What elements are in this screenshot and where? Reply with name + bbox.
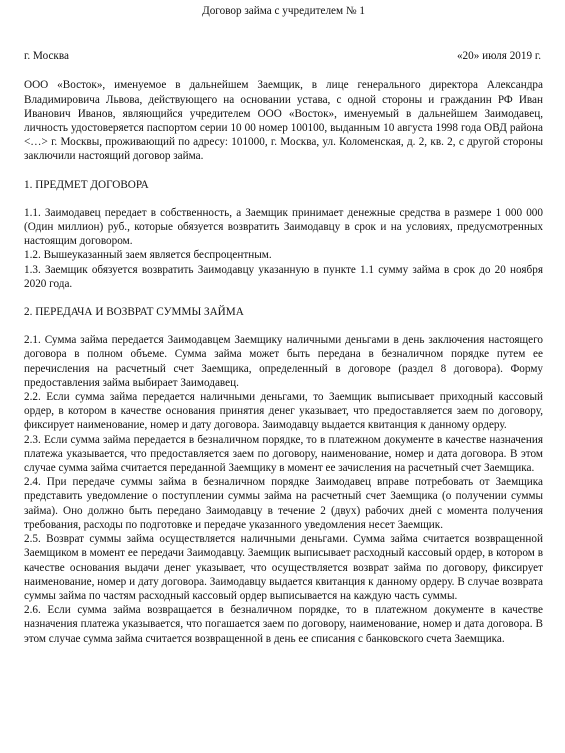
clause: 2.4. При передаче суммы займа в безналичном порядке Заимодавец вправе потребовать от Заемщика представить уведомление о поступлении суммы займа на расчетный счет Заемщика (о получении суммы займа). Оно должно быть передано Заимодавцу в течение 2 (двух) рабочих дней с момента получения требования, расходы по подготовке и передаче указанного уведомления несет Заемщик. — [24, 476, 543, 531]
preamble-paragraph: ООО «Восток», именуемое в дальнейшем Заемщик, в лице генерального директора Александра Владимировича Львова, действующего на основании устава, с одной стороны и гражданин РФ Иван Иванович Иванов, являющийся учредителем ООО «Восток», именуемый в дальнейшем Заимодавец, личность удостоверяется паспортом серии 10 00 номер 100100, выданным 10 августа 1998 года ОВД района <…> г. Москвы, проживающий по адресу: 101000, г. Москва, ул. Коломенская, д. 2, кв. 2, с другой стороны заключили настоящий договор займа. — [24, 79, 543, 163]
contract-city: г. Москва — [24, 50, 69, 63]
clause: 1.2. Вышеуказанный заем является беспроцентным. — [24, 249, 272, 262]
document-title: Договор займа с учредителем № 1 — [202, 5, 365, 17]
section-1 — [24, 178, 543, 291]
contract-date: «20» июля 2019 г. — [456, 50, 541, 63]
section-2 — [24, 305, 543, 646]
clause: 2.5. Возврат суммы займа осуществляется наличными деньгами. Сумма займа считается возвращенной Заемщиком в момент ее передачи Заимодавцу. Заемщик выписывает расходный кассовый ордер, в котором в качестве основания выдачи денег указывает, что осуществляется возврат займа по договору, фиксирует наименование, номер и дату договора. Заимодавцу выдается квитанция к данному ордеру. В случае возврата суммы займа по частям расходный кассовый ордер выписывается на каждую часть суммы. — [24, 533, 543, 602]
clause: 1.1. Заимодавец передает в собственность, а Заемщик принимает денежные средства в размере 1 000 000 (Один миллион) руб., которые обязуется возвратить Заимодавцу в срок и на условиях, предусмотренных настоящим договором. — [24, 206, 543, 248]
clause: 2.1. Сумма займа передается Заимодавцем Заемщику наличными деньгами в день заключения настоящего договора в полном объеме. Сумма займа может быть передана в безналичном порядке путем ее перечисления на расчетный счет Заемщика, определенный в договоре (раздел 8 договора). Форму предоставления займа выбирает Заимодавец. — [24, 334, 543, 389]
clause: 2.2. Если сумма займа передается наличными деньгами, то Заемщик выписывает приходный кассовый ордер, в котором в качестве основания принятия денег указывает, что предоставляется заем по договору, фиксирует наименование, номер и дату договора. Заимодавцу выдается квитанция к данному ордеру. — [24, 391, 543, 432]
section-title: 2. ПЕРЕДАЧА И ВОЗВРАТ СУММЫ ЗАЙМА — [24, 306, 244, 319]
clause: 2.3. Если сумма займа передается в безналичном порядке, то в платежном документе в качестве назначения платежа указывается, что предоставляется заем по договору, наименование, номер и дата договора. В этом случае сумма займа считается переданной Заемщику в момент ее зачисления на расчетный счет Заемщика. — [24, 433, 543, 475]
section-title: 1. ПРЕДМЕТ ДОГОВОРА — [24, 178, 149, 191]
clause: 1.3. Заемщик обязуется возвратить Заимодавцу указанную в пункте 1.1 сумму займа в срок до 20 ноября 2020 года. — [24, 263, 543, 290]
clause: 2.6. Если сумма займа возвращается в безналичном порядке, то в платежном документе в качестве назначения платежа указывается, что погашается заем по договору, наименование, номер и дата договора. В этом случае сумма займа считается возвращенной в день ее списания с банковского счета Заемщика. — [24, 604, 543, 645]
place-date-line — [24, 49, 543, 63]
